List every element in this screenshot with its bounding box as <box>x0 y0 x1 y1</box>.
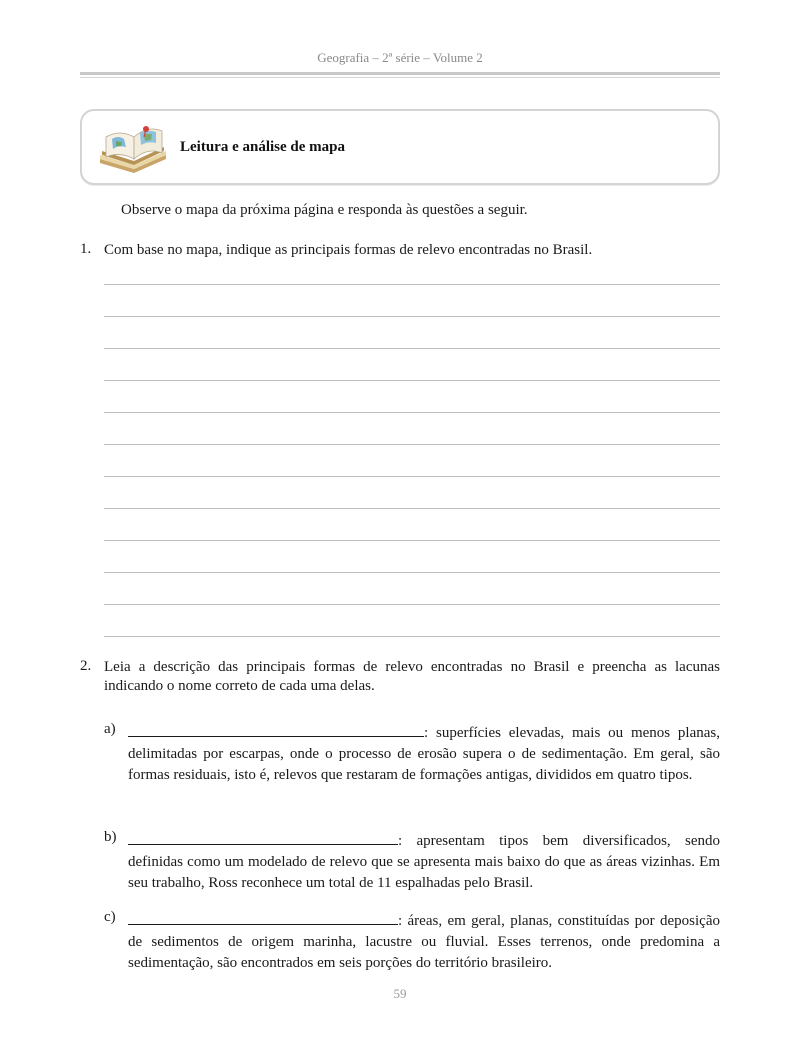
item-b-description: : apresentam tipos bem diversificados, sendo definidas como um modelado de relevo que se apresenta mais baixo do que as áreas vizinhas. Em seu trabalho, Ross reconhece um total de 11 espalhadas pelo Brasil. <box>128 833 720 891</box>
answer-line[interactable] <box>104 284 720 285</box>
answer-line[interactable] <box>104 540 720 541</box>
open-book-map-icon <box>96 115 168 175</box>
answer-line[interactable] <box>104 316 720 317</box>
item-c-text <box>128 909 720 974</box>
header-rule-thin <box>80 77 720 78</box>
question-1-text: Com base no mapa, indique as principais formas de relevo encontradas no Brasil. <box>104 242 593 258</box>
answer-line[interactable] <box>104 476 720 477</box>
question-1-number: 1. <box>80 241 92 257</box>
item-b-label: b) <box>104 829 117 845</box>
item-a-description: : superfícies elevadas, mais ou menos planas, delimitadas por escarpas, onde o processo de erosão supera o de sedimentação. Em geral, são formas residuais, isto é, relevos que restaram de formações antigas, divididos em quatro tipos. <box>128 725 720 783</box>
item-c-label: c) <box>104 909 116 925</box>
item-c-blank[interactable] <box>128 909 398 925</box>
answer-line[interactable] <box>104 444 720 445</box>
answer-line[interactable] <box>104 380 720 381</box>
intro-text: Observe o mapa da próxima página e responda às questões a seguir. <box>121 202 528 218</box>
section-title: Leitura e análise de mapa <box>180 139 345 155</box>
answer-line[interactable] <box>104 348 720 349</box>
page-number: 59 <box>393 986 407 1001</box>
item-b-text <box>128 829 720 894</box>
answer-line[interactable] <box>104 572 720 573</box>
question-2-number: 2. <box>80 658 92 674</box>
running-head: Geografia – 2ª série – Volume 2 <box>317 50 483 65</box>
answer-line[interactable] <box>104 604 720 605</box>
item-a-blank[interactable] <box>128 721 424 737</box>
item-a-text <box>128 721 720 786</box>
answer-line[interactable] <box>104 412 720 413</box>
answer-line[interactable] <box>104 508 720 509</box>
header-rule <box>80 72 720 75</box>
section-box <box>80 109 720 185</box>
item-a-label: a) <box>104 721 116 737</box>
item-b-blank[interactable] <box>128 829 398 845</box>
item-c-description: : áreas, em geral, planas, constituídas por deposição de sedimentos de origem marinha, lacustre ou fluvial. Esses terrenos, onde predomina a sedimentação, são encontrados em seis porções do território brasileiro. <box>128 913 720 971</box>
answer-line[interactable] <box>104 636 720 637</box>
question-2-text: Leia a descrição das principais formas de relevo encontradas no Brasil e preencha as lacunas indicando o nome correto de cada uma delas. <box>104 659 720 694</box>
